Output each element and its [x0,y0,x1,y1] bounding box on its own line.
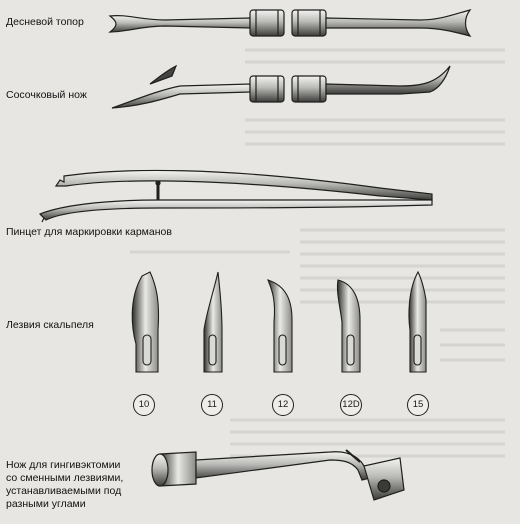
blade-11 [204,272,222,372]
label-gingivectomy-line-2: со сменными лезвиями, [6,472,124,484]
pocket-marker-illustration [40,170,432,222]
label-papilla-knife: Сосочковый нож [6,89,87,101]
blade-number-11: 11 [201,394,223,416]
blade-number-15: 15 [407,394,429,416]
blade-number-12d: 12D [340,394,362,416]
blade-number-10: 10 [133,394,155,416]
label-scalpel-blades: Лезвия скальпеля [6,319,94,331]
blade-number-12: 12 [272,394,294,416]
gingival-axe-illustration [110,10,470,36]
label-gingivectomy-line-4: разными углами [6,498,86,510]
label-gingivectomy-line-1: Нож для гингивэктомии [6,459,121,471]
label-gingivectomy-knife [6,459,186,511]
label-gingival-axe: Десневой топор [6,16,84,28]
blade-10 [132,272,158,372]
papilla-knife-illustration [112,66,450,108]
scalpel-blades-illustration [132,272,426,372]
blade-12d [337,280,360,372]
label-pocket-marker: Пинцет для маркировки карманов [6,226,172,238]
blade-15 [409,272,426,372]
gingivectomy-knife-illustration [152,450,404,500]
blade-12 [268,280,292,372]
label-gingivectomy-line-3: устанавливаемыми под [6,485,122,497]
